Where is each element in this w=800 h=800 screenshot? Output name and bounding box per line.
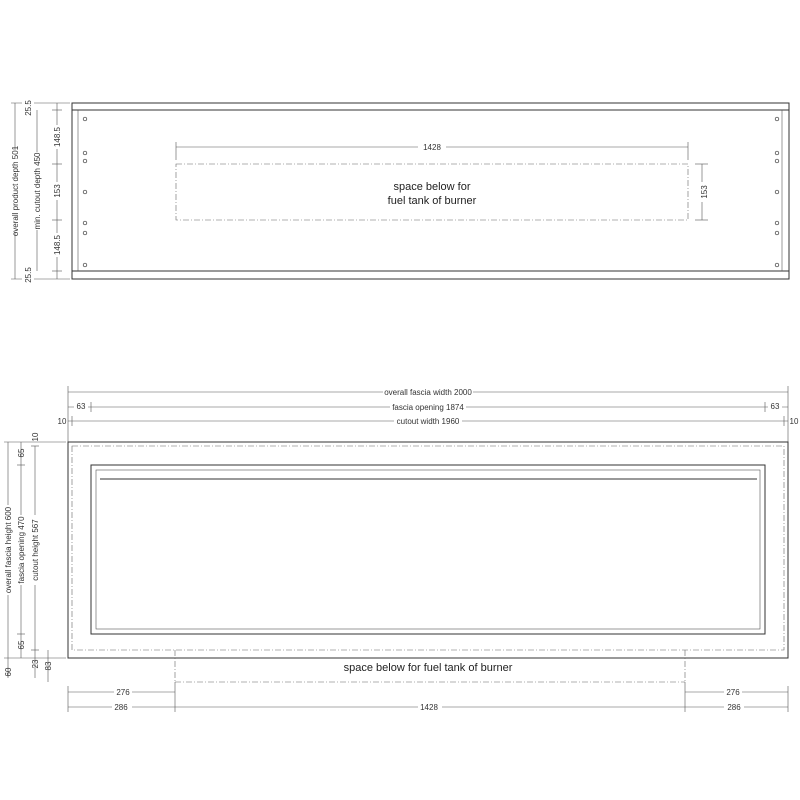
cutout-outline [72,446,784,650]
cutout-height-label: cutout height 567 [31,519,40,581]
overall-fascia-width-label: overall fascia width 2000 [384,388,472,397]
dim-83: 83 [44,661,53,671]
screw-hole [83,221,87,225]
screw-hole [83,151,87,155]
overall-fascia-height-label: overall fascia height 600 [4,506,13,594]
dim-148-5-top: 148.5 [53,126,62,148]
screw-hole [83,263,87,267]
dim-10: 10 [31,432,40,442]
fascia-outline [68,442,788,658]
screw-hole [775,221,779,225]
dim-1428: 1428 [420,703,438,712]
dim-60: 60 [4,667,13,677]
min-cutout-depth-label: min. cutout depth 450 [33,152,42,230]
screw-hole [83,190,87,194]
dim-276-right: 276 [726,688,740,697]
screw-hole [775,151,779,155]
dim-286-right: 286 [727,703,741,712]
fascia-opening-inner [96,470,760,629]
screw-hole [83,231,87,235]
dim-276-left: 276 [116,688,130,697]
dim-65-bottom: 65 [17,640,26,650]
cutout-height-label: 153 [700,185,709,199]
cutout-width-label: 1428 [423,143,441,152]
dim-148-5-bottom: 148.5 [53,234,62,256]
side-10-right: 10 [789,417,799,426]
side-63-left: 63 [76,402,86,411]
dim-153: 153 [53,184,62,198]
side-10-left: 10 [57,417,67,426]
screw-hole [775,117,779,121]
left-screw-holes [83,117,87,267]
fascia-opening-width-label: fascia opening 1874 [392,403,464,412]
side-63-right: 63 [770,402,780,411]
overall-product-depth-label: overall product depth 501 [11,145,20,237]
dim-286-left: 286 [114,703,128,712]
screw-hole [775,263,779,267]
top-view [9,99,789,285]
fuel-tank-note-line2: fuel tank of burner [387,195,477,207]
screw-hole [775,231,779,235]
dim-65-top: 65 [17,448,26,458]
screw-hole [83,159,87,163]
screw-hole [775,159,779,163]
dim-25-5-top: 25.5 [24,100,33,116]
fascia-opening-outline [91,465,765,634]
tank-note: space below for fuel tank of burner [343,662,513,674]
dim-25-5-bottom: 25.5 [24,267,33,283]
screw-hole [83,117,87,121]
fascia-opening-height-label: fascia opening 470 [17,516,26,584]
cutout-width-label: cutout width 1960 [396,417,460,426]
dim-23: 23 [31,659,40,669]
screw-hole [775,190,779,194]
right-screw-holes [775,117,779,267]
front-view [2,386,799,713]
fuel-tank-note-line1: space below for [393,181,471,193]
